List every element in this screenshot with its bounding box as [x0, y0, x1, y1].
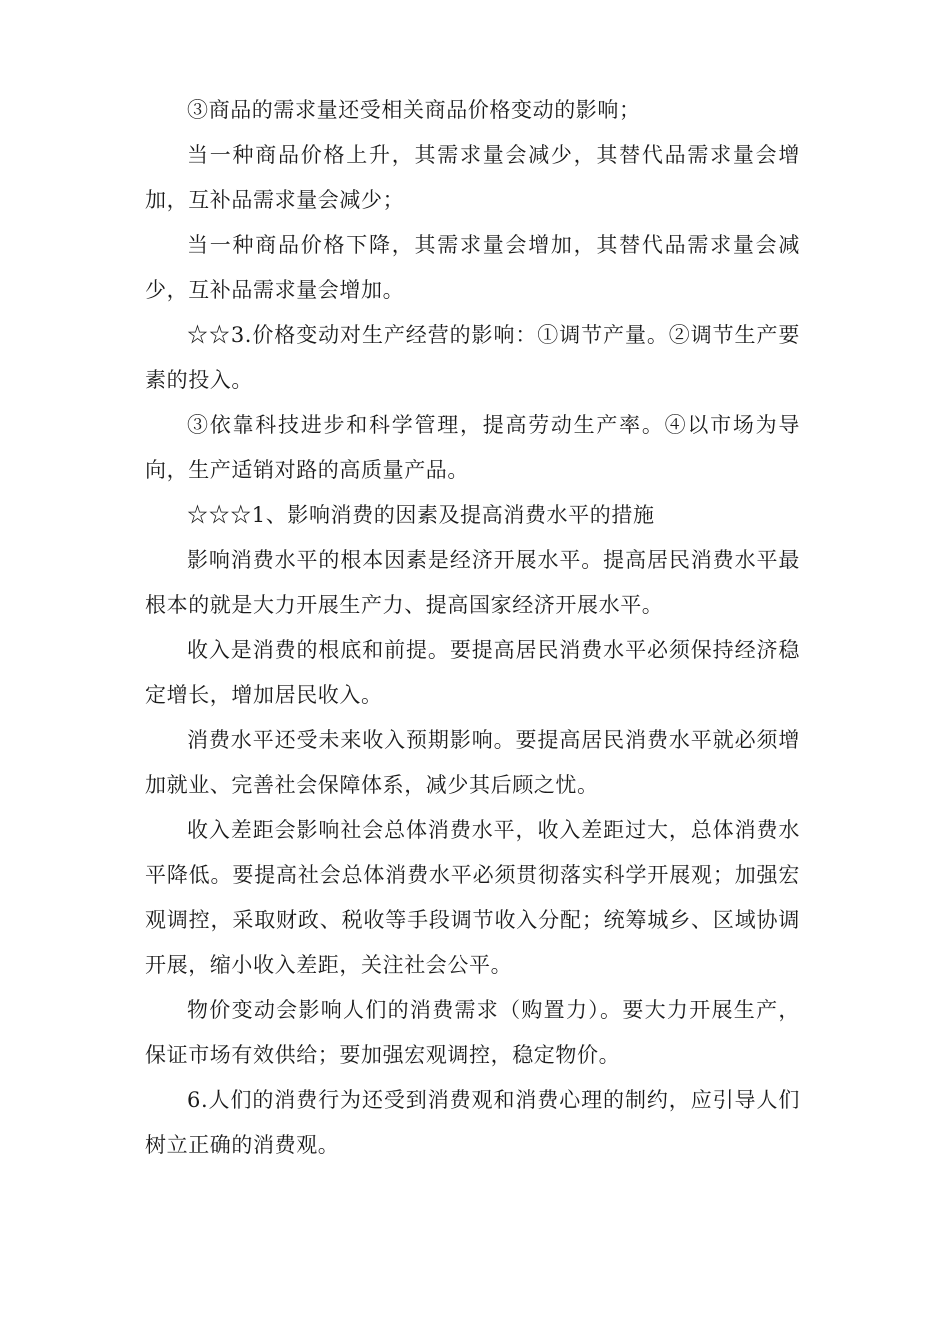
- paragraph-income: 收入是消费的根底和前提。要提高居民消费水平必须保持经济稳定增长，增加居民收入。: [145, 638, 800, 707]
- paragraph-production-impact: ☆☆3.价格变动对生产经营的影响：①调节产量。②调节生产要素的投入。: [145, 323, 800, 392]
- paragraph-price-rise: 当一种商品价格上升，其需求量会减少，其替代品需求量会增加，互补品需求量会减少；: [145, 143, 800, 212]
- document-body: [145, 88, 800, 1168]
- paragraph-consumption-view: 6.人们的消费行为还受到消费观和消费心理的制约，应引导人们树立正确的消费观。: [145, 1088, 800, 1157]
- paragraph-consumption-heading: ☆☆☆1、影响消费的因素及提高消费水平的措施: [187, 503, 655, 527]
- paragraph-related-goods: ③商品的需求量还受相关商品价格变动的影响；: [187, 98, 641, 122]
- paragraph-price-fall: 当一种商品价格下降，其需求量会增加，其替代品需求量会减少，互补品需求量会增加。: [145, 233, 800, 302]
- paragraph-income-gap: 收入差距会影响社会总体消费水平，收入差距过大，总体消费水平降低。要提高社会总体消费水平必须贯彻落实科学开展观；加强宏观调控，采取财政、税收等手段调节收入分配；统筹城乡、区域协调开展，缩小收入差距，关注社会公平。: [145, 818, 800, 977]
- paragraph-economic-level: 影响消费水平的根本因素是经济开展水平。提高居民消费水平最根本的就是大力开展生产力、提高国家经济开展水平。: [145, 548, 800, 617]
- paragraph-productivity: ③依靠科技进步和科学管理，提高劳动生产率。④以市场为导向，生产适销对路的高质量产品。: [145, 413, 800, 482]
- paragraph-income-expectation: 消费水平还受未来收入预期影响。要提高居民消费水平就必须增加就业、完善社会保障体系，减少其后顾之忧。: [145, 728, 800, 797]
- paragraph-price-change: 物价变动会影响人们的消费需求（购置力）。要大力开展生产，保证市场有效供给；要加强宏观调控，稳定物价。: [145, 998, 800, 1067]
